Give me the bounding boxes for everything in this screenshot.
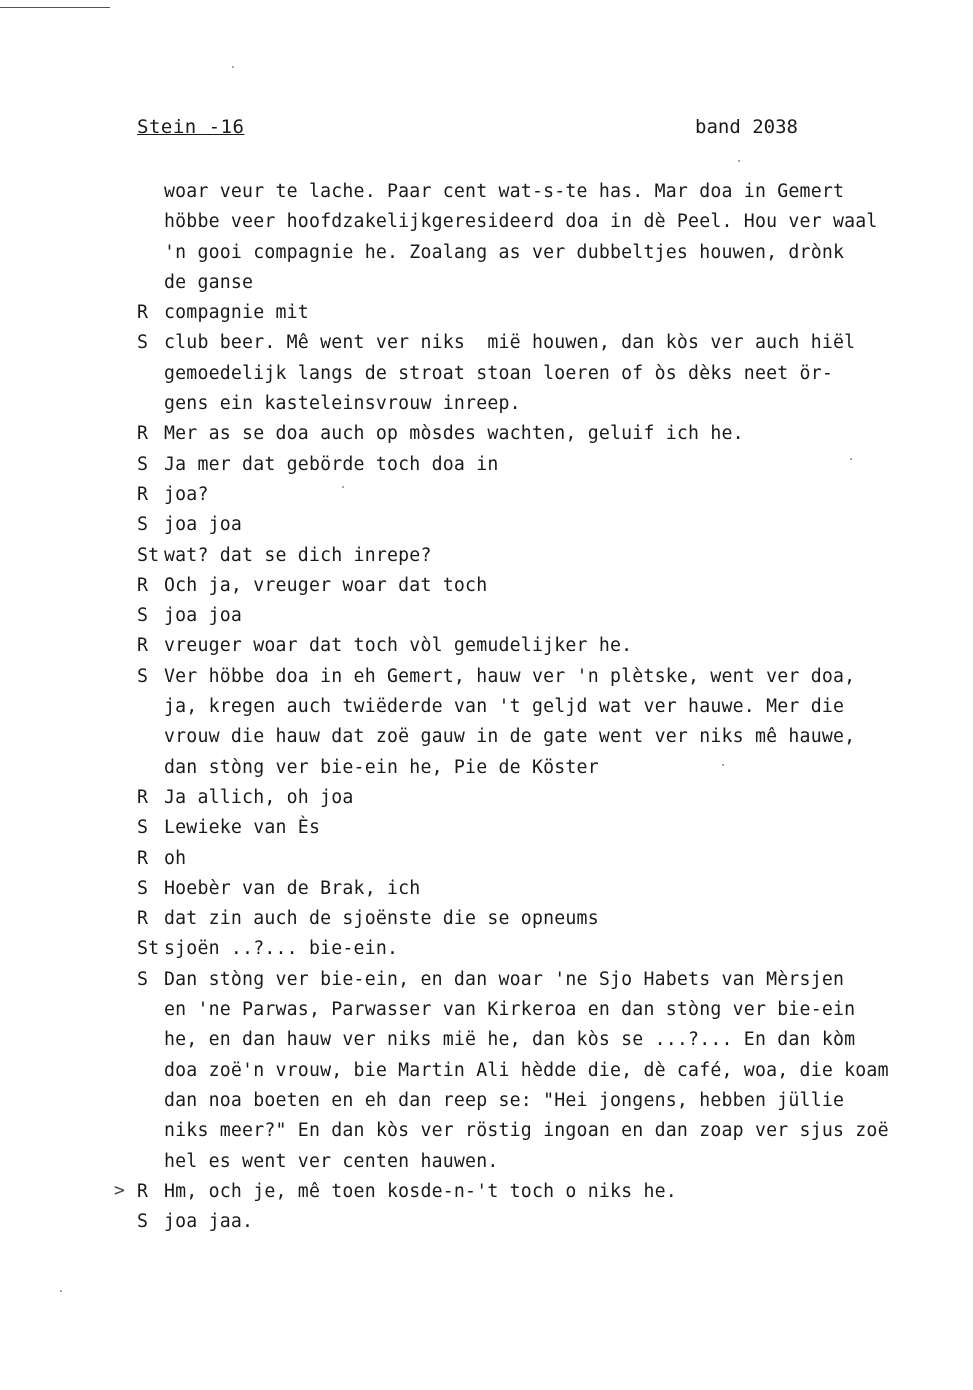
transcript-line xyxy=(137,692,973,722)
line-text: Hm, och je, mê toen kosde-n-'t toch o niks he. xyxy=(164,1180,677,1202)
line-text: sjoën ..?... bie-ein. xyxy=(164,938,399,960)
speaker-label: R xyxy=(137,635,149,657)
line-text: woar veur te lache. Paar cent wat-s-te has. Mar doa in Gemert xyxy=(164,181,845,202)
speaker-label xyxy=(137,1086,164,1116)
line-text: gemoedelijk langs de stroat stoan loeren of òs dèks neet ör- xyxy=(164,362,833,384)
speaker-label: S xyxy=(137,665,149,687)
page-header-right: band 2038 xyxy=(695,116,798,138)
line-text: wat? dat se dich inrepe? xyxy=(164,544,432,566)
transcript-line xyxy=(137,298,973,328)
transcript-line xyxy=(137,207,973,237)
line-text: en 'ne Parwas, Parwasser van Kirkeroa en dan stòng ver bie-ein xyxy=(164,999,856,1021)
line-text: joa joa xyxy=(164,514,243,536)
paper-speck xyxy=(738,160,740,162)
transcript-line xyxy=(137,1056,973,1086)
speaker-label xyxy=(137,268,164,298)
line-text: gens ein kasteleinsvrouw inreep. xyxy=(164,393,521,415)
line-text: doa zoë'n vrouw, bie Martin Ali hèdde die, dè café, woa, die koam xyxy=(164,1059,889,1081)
transcript-line xyxy=(137,419,973,449)
speaker-label xyxy=(137,207,164,237)
line-text: Mer as se doa auch op mòsdes wachten, geluif ich he. xyxy=(164,423,744,445)
header-left-text: Stein -16 xyxy=(137,116,245,138)
speaker-label xyxy=(137,1025,164,1055)
line-text: dan noa boeten en eh dan reep se: "Hei jongens, hebben jüllie xyxy=(164,1089,845,1111)
line-text: hel es went ver centen hauwen. xyxy=(164,1150,499,1172)
line-text: 'n gooi compagnie he. Zoalang as ver dubbeltjes houwen, drònk xyxy=(164,241,845,263)
speaker-label: S xyxy=(137,453,149,475)
speaker-label xyxy=(137,692,164,722)
speaker-label xyxy=(137,1147,164,1177)
speaker-label xyxy=(137,389,164,419)
transcript-line xyxy=(137,1116,973,1146)
transcript-line xyxy=(137,995,973,1025)
speaker-label xyxy=(137,359,164,389)
line-text: vrouw die hauw dat zoë gauw in de gate went ver niks mê hauwe, xyxy=(164,726,856,748)
speaker-label: R xyxy=(137,1180,149,1202)
paper-speck xyxy=(722,764,724,766)
transcript-line xyxy=(137,722,973,752)
line-text: Ver höbbe doa in eh Gemert, hauw ver 'n plètske, went ver doa, xyxy=(164,665,856,687)
line-text: vreuger woar dat toch vòl gemudelijker he. xyxy=(164,635,633,657)
line-text: dat zin auch de sjoënste die se opneums xyxy=(164,908,599,930)
transcript-line xyxy=(137,510,973,540)
page-header-left xyxy=(137,116,244,138)
line-text: joa joa xyxy=(164,605,243,627)
speaker-label: St xyxy=(137,544,160,566)
line-text: club beer. Mê went ver niks mië houwen, dan kòs ver auch hiël xyxy=(164,332,856,354)
speaker-label: S xyxy=(137,514,149,536)
transcript-line xyxy=(137,571,973,601)
transcript-body xyxy=(137,177,973,1237)
speaker-label: S xyxy=(137,605,149,627)
speaker-label xyxy=(137,722,164,752)
transcript-line xyxy=(137,874,973,904)
transcript-line xyxy=(137,1207,973,1237)
transcript-line xyxy=(137,359,973,389)
paper-speck xyxy=(342,486,344,488)
margin-mark: > xyxy=(114,1180,125,1201)
paper-speck xyxy=(232,66,234,68)
transcript-line xyxy=(137,450,973,480)
transcript-line xyxy=(137,965,973,995)
line-text: joa? xyxy=(164,483,209,505)
speaker-label: S xyxy=(137,877,149,899)
line-text: compagnie mit xyxy=(164,302,309,324)
line-text: Och ja, vreuger woar dat toch xyxy=(164,574,488,596)
line-text: niks meer?" En dan kòs ver röstig ingoan en dan zoap ver sjus zoë xyxy=(164,1120,889,1142)
transcript-line xyxy=(137,541,973,571)
speaker-label xyxy=(137,238,164,268)
transcript-line xyxy=(137,753,973,783)
speaker-label: S xyxy=(137,332,149,354)
transcript-line xyxy=(137,328,973,358)
speaker-label: R xyxy=(137,302,149,324)
speaker-label xyxy=(137,177,164,207)
transcript-line xyxy=(137,238,973,268)
line-text: höbbe veer hoofdzakelijkgeresideerd doa in dè Peel. Hou ver waal xyxy=(164,211,878,233)
speaker-label: R xyxy=(137,423,149,445)
speaker-label: R xyxy=(137,847,149,869)
paper-speck xyxy=(850,458,852,460)
speaker-label: S xyxy=(137,968,149,990)
line-text: joa jaa. xyxy=(164,1211,254,1233)
line-text: dan stòng ver bie-ein he, Pie de Köster xyxy=(164,756,599,778)
line-text: de ganse xyxy=(164,271,254,293)
line-text: Dan stòng ver bie-ein, en dan woar 'ne Sjo Habets van Mèrsjen xyxy=(164,968,845,990)
speaker-label: S xyxy=(137,817,149,839)
speaker-label: St xyxy=(137,938,160,960)
transcript-line xyxy=(137,904,973,934)
transcript-line xyxy=(137,813,973,843)
line-text: Ja mer dat gebörde toch doa in xyxy=(164,453,499,475)
transcript-line xyxy=(137,844,973,874)
transcript-line xyxy=(137,389,973,419)
transcript-line xyxy=(137,268,973,298)
transcript-line xyxy=(137,934,973,964)
top-rule xyxy=(0,7,110,8)
transcript-line xyxy=(137,1177,973,1207)
transcript-line xyxy=(137,631,973,661)
line-text: Hoebèr van de Brak, ich xyxy=(164,877,421,899)
line-text: Ja allich, oh joa xyxy=(164,786,354,808)
transcript-line xyxy=(137,783,973,813)
transcript-line xyxy=(137,480,973,510)
line-text: ja, kregen auch twiëderde van 't geljd wat ver hauwe. Mer die xyxy=(164,696,845,718)
speaker-label: R xyxy=(137,483,149,505)
transcript-line xyxy=(137,662,973,692)
line-text: he, en dan hauw ver niks mië he, dan kòs se ...?... En dan kòm xyxy=(164,1029,856,1051)
transcript-line xyxy=(137,1025,973,1055)
transcript-line xyxy=(137,1147,973,1177)
speaker-label xyxy=(137,1056,164,1086)
line-text: oh xyxy=(164,847,187,869)
speaker-label: S xyxy=(137,1211,149,1233)
speaker-label xyxy=(137,1116,164,1146)
speaker-label: R xyxy=(137,574,149,596)
speaker-label: R xyxy=(137,908,149,930)
line-text: Lewieke van Ès xyxy=(164,817,321,839)
transcript-line xyxy=(137,601,973,631)
paper-speck xyxy=(60,1290,62,1292)
speaker-label xyxy=(137,995,164,1025)
speaker-label: R xyxy=(137,786,149,808)
transcript-line xyxy=(137,1086,973,1116)
transcript-line xyxy=(137,177,973,207)
speaker-label xyxy=(137,753,164,783)
